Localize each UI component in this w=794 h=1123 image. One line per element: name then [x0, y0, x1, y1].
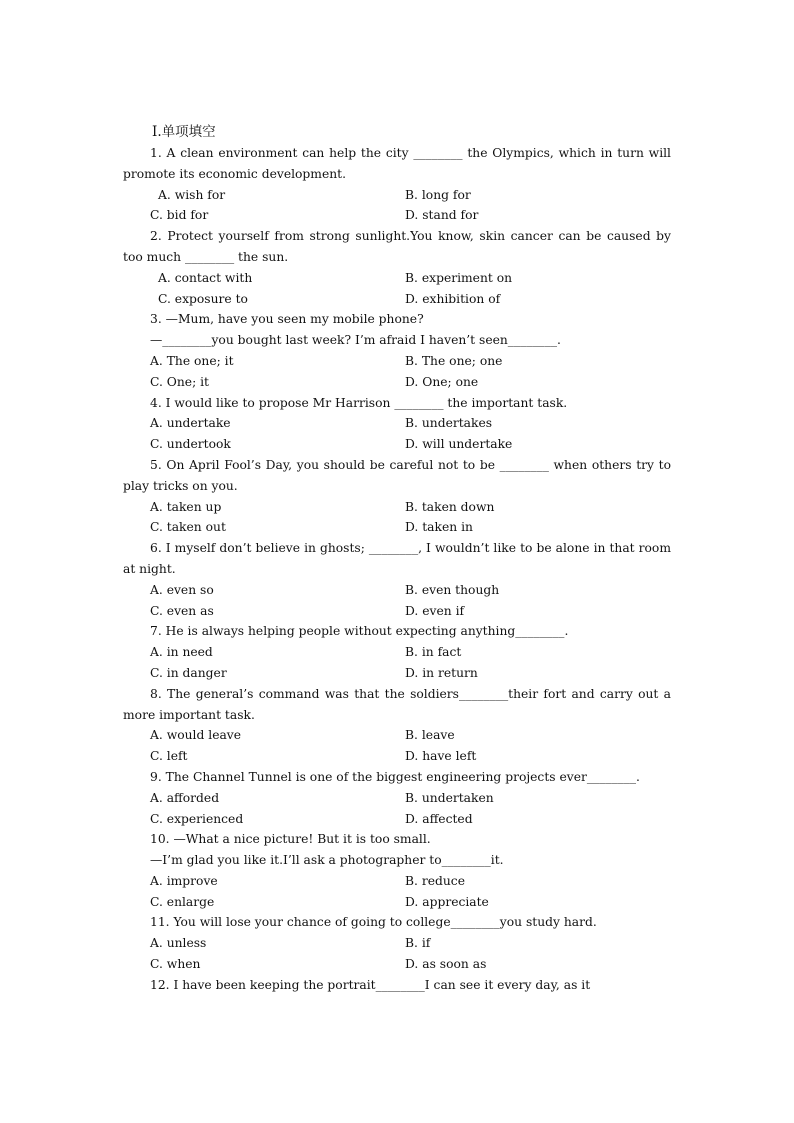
- option-a: A. in need: [150, 645, 213, 660]
- option-c: C. enlarge: [150, 894, 215, 909]
- option-d: D. will undertake: [405, 437, 513, 452]
- options: [123, 580, 671, 622]
- question-6: [123, 538, 671, 621]
- option-c: C. bid for: [150, 208, 209, 223]
- question-stem: 7. He is always helping people without expecting anything________.: [150, 624, 569, 639]
- options: [123, 725, 671, 767]
- question-3: [123, 309, 671, 392]
- question-stem: 4. I would like to propose Mr Harrison ________ the important task.: [150, 395, 568, 410]
- option-c: C. left: [150, 749, 188, 764]
- option-a: A. unless: [150, 936, 207, 951]
- options: [123, 268, 671, 310]
- option-a: A. improve: [150, 873, 218, 888]
- question-11: [123, 912, 671, 974]
- options: [123, 788, 671, 830]
- option-d: D. in return: [405, 665, 478, 680]
- options: [123, 642, 671, 684]
- option-a: A. wish for: [158, 187, 226, 202]
- option-d: D. One; one: [405, 374, 479, 389]
- question-4: [123, 393, 671, 455]
- question-5: [123, 455, 671, 538]
- option-d: D. even if: [405, 603, 465, 618]
- question-stem: 2. Protect yourself from strong sunlight.You know, skin cancer can be caused by too much ________ the sun.: [123, 229, 671, 264]
- question-7: [123, 621, 671, 683]
- question-stem: 12. I have been keeping the portrait________I can see it every day, as it: [150, 977, 591, 992]
- option-b: B. even though: [405, 582, 500, 597]
- question-10: [123, 829, 671, 912]
- option-a: A. undertake: [150, 416, 231, 431]
- option-d: D. appreciate: [405, 894, 489, 909]
- question-stem: 1. A clean environment can help the city ________ the Olympics, which in turn will promote its economic development.: [123, 146, 671, 181]
- option-d: D. exhibition of: [405, 291, 501, 306]
- option-b: B. long for: [405, 187, 471, 202]
- section-title: Ⅰ.单项填空: [152, 124, 216, 140]
- option-b: B. undertakes: [405, 416, 493, 431]
- option-a: A. taken up: [150, 499, 222, 514]
- option-c: C. exposure to: [158, 291, 248, 306]
- option-c: C. taken out: [150, 520, 226, 535]
- question-stem: 9. The Channel Tunnel is one of the biggest engineering projects ever________.: [150, 769, 640, 784]
- question-reply: —I’m glad you like it.I’ll ask a photographer to________it.: [150, 853, 504, 868]
- option-d: D. as soon as: [405, 957, 487, 972]
- option-b: B. undertaken: [405, 790, 494, 805]
- options: [123, 933, 671, 975]
- options: [123, 497, 671, 539]
- question-reply: —________you bought last week? I’m afraid I haven’t seen________.: [150, 333, 561, 348]
- option-b: B. leave: [405, 728, 455, 743]
- option-a: A. The one; it: [150, 353, 234, 368]
- exercise-page: [123, 121, 671, 996]
- option-a: A. even so: [150, 582, 214, 597]
- options: [123, 871, 671, 913]
- option-b: B. reduce: [405, 873, 465, 888]
- option-c: C. even as: [150, 603, 214, 618]
- option-c: C. when: [150, 957, 201, 972]
- option-b: B. in fact: [405, 645, 462, 660]
- question-stem: 10. —What a nice picture! But it is too small.: [150, 832, 431, 847]
- option-b: B. taken down: [405, 499, 495, 514]
- options: [123, 413, 671, 455]
- option-d: D. stand for: [405, 208, 479, 223]
- question-12: [123, 975, 671, 996]
- question-stem: 8. The general’s command was that the soldiers________their fort and carry out a more important task.: [123, 686, 671, 722]
- question-1: [123, 143, 671, 226]
- question-stem: 5. On April Fool’s Day, you should be careful not to be ________ when others try to play tricks on you.: [123, 457, 671, 493]
- option-d: D. have left: [405, 749, 477, 764]
- question-2: [123, 226, 671, 309]
- question-stem: 3. —Mum, have you seen my mobile phone?: [150, 312, 424, 327]
- option-a: A. would leave: [150, 728, 242, 743]
- question-8: [123, 684, 671, 767]
- option-a: A. afforded: [150, 790, 220, 805]
- options: [123, 351, 671, 393]
- options: [123, 185, 671, 227]
- option-c: C. undertook: [150, 437, 231, 452]
- option-c: C. One; it: [150, 374, 209, 389]
- option-c: C. experienced: [150, 811, 244, 826]
- option-b: B. if: [405, 936, 431, 951]
- question-9: [123, 767, 671, 829]
- option-b: B. experiment on: [405, 270, 513, 285]
- question-stem: 6. I myself don’t believe in ghosts; ________, I wouldn’t like to be alone in that room at night.: [123, 541, 671, 576]
- option-d: D. taken in: [405, 520, 473, 535]
- option-a: A. contact with: [158, 270, 253, 285]
- option-d: D. affected: [405, 811, 473, 826]
- option-b: B. The one; one: [405, 353, 503, 368]
- question-stem: 11. You will lose your chance of going to college________you study hard.: [150, 915, 597, 930]
- option-c: C. in danger: [150, 665, 227, 680]
